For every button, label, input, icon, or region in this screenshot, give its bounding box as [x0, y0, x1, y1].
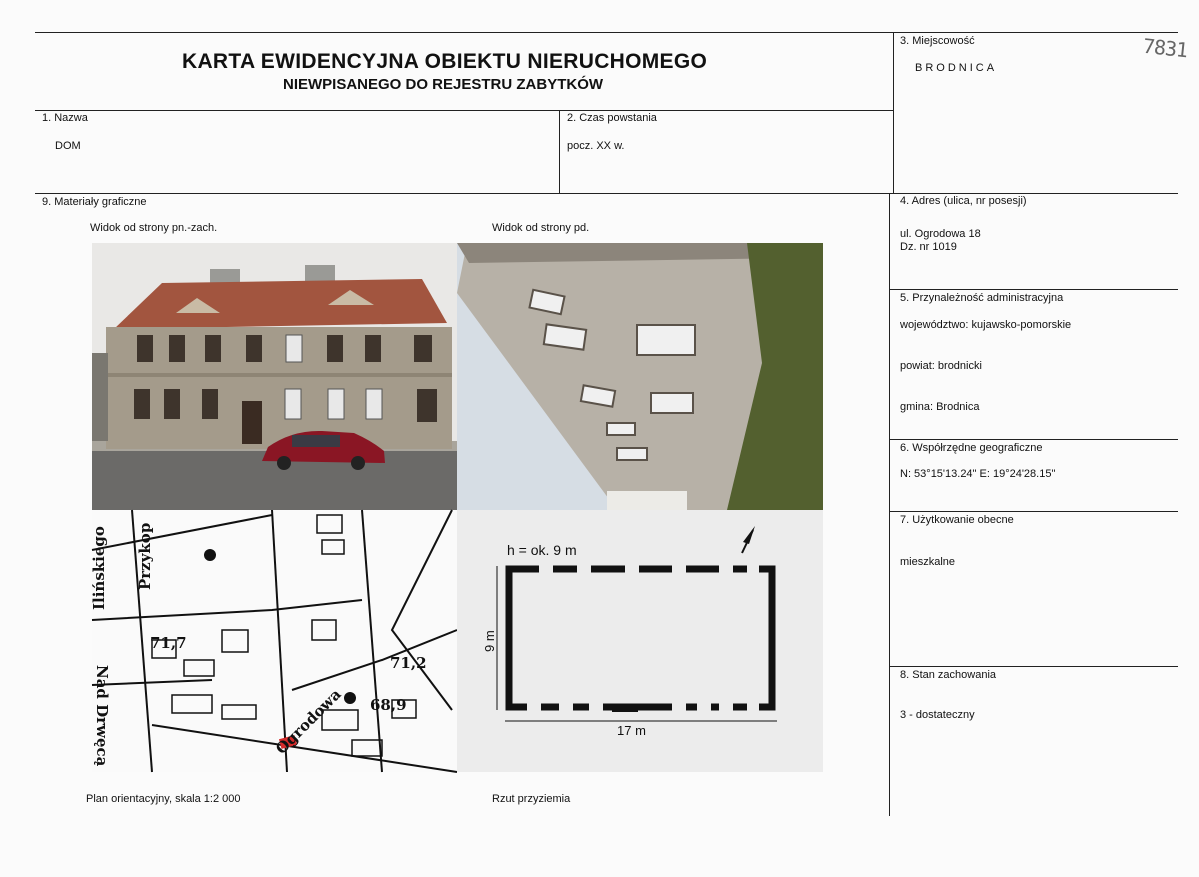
frame-title-bottom-line: [35, 110, 894, 111]
card-subtitle: NIEWPISANEGO DO REJESTRU ZABYTKÓW: [283, 76, 604, 93]
map-label-num-2: 71,2: [390, 654, 427, 672]
plan-height-label: h = ok. 9 m: [507, 542, 577, 558]
gmina-value: gmina: Brodnica: [900, 401, 980, 413]
adres-street: ul. Ogrodowa 18: [900, 228, 981, 240]
frame-row1-bottom-line: [35, 193, 1178, 194]
map-label-num-1: 71,7: [150, 634, 187, 652]
adres-plot: Dz. nr 1019: [900, 241, 957, 253]
uzytkowanie-label: 7. Użytkowanie obecne: [900, 514, 1014, 526]
frame-line-8: [889, 666, 1178, 667]
photo-house-northwest: [92, 243, 457, 510]
map-label-nad-drweca: Nad Drwęcą: [93, 665, 111, 767]
plan-width-label: 17 m: [617, 723, 646, 738]
nazwa-value: DOM: [55, 140, 81, 152]
caption-view-nw: Widok od strony pn.-zach.: [90, 222, 218, 234]
map-label-ogrodowa: Ogrodowa: [272, 685, 345, 758]
caption-map: Plan orientacyjny, skala 1:2 000: [86, 793, 241, 805]
frame-line-7: [889, 511, 1178, 512]
frame-line-5: [889, 289, 1178, 290]
wspolrzedne-label: 6. Współrzędne geograficzne: [900, 442, 1043, 454]
frame-line-6: [889, 439, 1178, 440]
powiat-value: powiat: brodnicki: [900, 360, 982, 372]
frame-right-column-divider: [893, 32, 894, 193]
map-label-ilinskiego: Ilińskiego: [90, 526, 108, 610]
czas-powstania-label: 2. Czas powstania: [567, 112, 657, 124]
materialy-label: 9. Materiały graficzne: [42, 196, 147, 208]
map-location-plan: [92, 510, 457, 772]
card-title: KARTA EWIDENCYJNA OBIEKTU NIERUCHOMEGO: [182, 50, 708, 73]
frame-right-column-divider-lower: [889, 193, 890, 816]
wojewodztwo-value: województwo: kujawsko-pomorskie: [900, 319, 1072, 331]
stan-value: 3 - dostateczny: [900, 709, 975, 721]
map-label-num-3: 68,9: [370, 696, 407, 714]
frame-divider-nazwa-czas: [559, 110, 560, 193]
adres-label: 4. Adres (ulica, nr posesji): [900, 195, 1027, 207]
photo-house-south: [457, 243, 823, 510]
caption-view-s: Widok od strony pd.: [492, 222, 590, 234]
wspolrzedne-value: N: 53°15'13.24" E: 19°24'28.15": [900, 468, 1056, 480]
miejscowosc-label: 3. Miejscowość: [900, 35, 975, 47]
plan-depth-label: 9 m: [482, 630, 497, 652]
uzytkowanie-value: mieszkalne: [900, 556, 956, 568]
nazwa-label: 1. Nazwa: [42, 112, 88, 124]
ground-floor-plan: [457, 510, 823, 772]
map-label-przykop: Przykop: [136, 522, 154, 590]
handwritten-archive-number: 7831: [1141, 33, 1189, 63]
frame-top-line: [35, 32, 1178, 33]
stan-label: 8. Stan zachowania: [900, 669, 997, 681]
miejscowosc-value: BRODNICA: [915, 62, 998, 74]
caption-plan: Rzut przyziemia: [492, 793, 571, 805]
przynaleznosc-label: 5. Przynależność administracyjna: [900, 292, 1064, 304]
czas-powstania-value: pocz. XX w.: [567, 140, 625, 152]
